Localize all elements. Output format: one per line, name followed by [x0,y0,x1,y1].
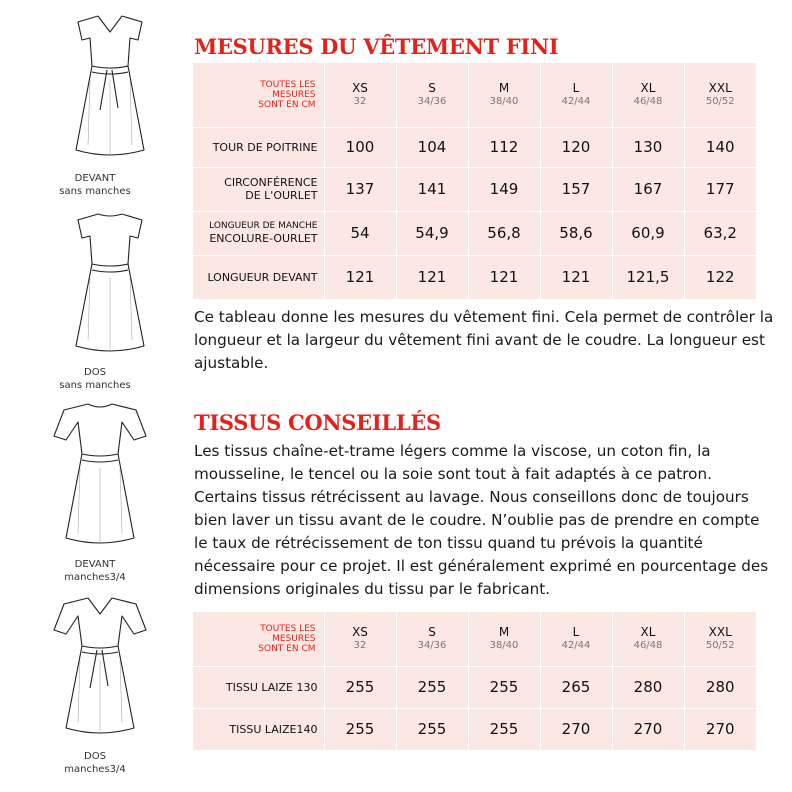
table-cell: 255 [324,666,396,708]
table-cell: 255 [468,708,540,750]
table-row [193,255,756,299]
table-cell: 255 [324,708,396,750]
row-label: TOUR DE POITRINE [193,127,324,167]
dress-back-sleeveless-drawing [60,208,160,358]
dress-front-three-quarter-sleeve-drawing [50,398,150,554]
caption-back-sleeveless: DOS sans manches [59,367,131,391]
table-cell: 280 [612,666,684,708]
table-cell: 270 [540,708,612,750]
table-cell: 104 [396,127,468,167]
table-cell: 157 [540,167,612,211]
size-header: S 34/36 [396,612,468,666]
size-header: M 38/40 [468,612,540,666]
table-cell: 54,9 [396,211,468,255]
size-header: XS 32 [324,63,396,127]
size-header: L 42/44 [540,612,612,666]
size-header: XXL 50/52 [684,612,756,666]
table-cell: 140 [684,127,756,167]
row-label: TISSU LAIZE 130 [193,666,324,708]
table-cell: 167 [612,167,684,211]
caption-front-three-quarter: DEVANT manches3/4 [64,559,126,583]
table-cell: 63,2 [684,211,756,255]
finished-measurements-table [193,63,756,299]
table-row [193,708,756,750]
size-header: XXL 50/52 [684,63,756,127]
table-row [193,211,756,255]
table-cell: 255 [468,666,540,708]
table-row [193,666,756,708]
table-cell: 58,6 [540,211,612,255]
table-cell: 122 [705,268,735,287]
table-cell: 121 [324,255,396,299]
fabrics-description: Les tissus chaîne-et-trame légers comme la viscose, un coton fin, la mousseline, le tencel ou la soie sont tout à fait adaptés à ce patron. Certains tissus rétrécissent au lavage. Nous conseillons donc de toujours bien laver un tissu avant de le coudre. N’oublie pas de prendre en compte le taux de rétrécissement de ton tissu quand tu prévois la quantité nécessaire pour ce projet. Il est généralement exprimé en pourcentage des dimensions originales du tissu par le fabricant. [194,442,769,598]
caption-front-sleeveless: DEVANT sans manches [59,173,131,197]
dress-back-three-quarter-sleeve-drawing [50,592,150,742]
size-header: L 42/44 [540,63,612,127]
table-cell: 255 [396,666,468,708]
size-header: XL 46/48 [612,612,684,666]
table-cell: 121,5 [612,255,684,299]
size-header: M 38/40 [468,63,540,127]
table-cell: 112 [468,127,540,167]
size-header: S 34/36 [396,63,468,127]
table-header-row [193,63,756,127]
measures-heading: MESURES DU VÊTEMENT FINI [194,34,559,59]
table-cell: 60,9 [612,211,684,255]
units-note: TOUTES LES MESURES SONT EN CM [193,612,324,666]
table-row [193,167,756,211]
table-cell: 149 [468,167,540,211]
table-cell: 177 [684,167,756,211]
table-cell: 130 [612,127,684,167]
table-cell: 255 [396,708,468,750]
table-cell: 265 [540,666,612,708]
table-cell: 100 [324,127,396,167]
row-label: CIRCONFÉRENCE DE L'OURLET [193,167,324,211]
units-note: TOUTES LES MESURES SONT EN CM [193,63,324,127]
table-cell: 270 [612,708,684,750]
size-header: XS 32 [324,612,396,666]
table-cell: 137 [324,167,396,211]
table-row [193,127,756,167]
table-cell: 121 [468,255,540,299]
table-cell: 141 [396,167,468,211]
dress-views-sidebar [0,0,190,792]
fabric-quantity-table [193,612,756,750]
size-header: XL 46/48 [612,63,684,127]
table-cell: 120 [540,127,612,167]
row-label: TISSU LAIZE140 [193,708,324,750]
table-cell: 56,8 [468,211,540,255]
table-header-row [193,612,756,666]
fabrics-heading: TISSUS CONSEILLÉS [194,410,441,435]
caption-back-three-quarter: DOS manches3/4 [64,751,126,775]
table-cell: 54 [324,211,396,255]
measures-description: Ce tableau donne les mesures du vêtement fini. Cela permet de contrôler la longueur et la largeur du vêtement fini avant de le coudre. La longueur est ajustable. [194,308,774,372]
table-cell: 280 [684,666,756,708]
table-cell: 270 [705,720,735,739]
table-cell: 121 [540,255,612,299]
dress-front-sleeveless-drawing [60,10,160,168]
table-cell: 121 [396,255,468,299]
row-label: LONGUEUR DE MANCHE ENCOLURE-OURLET [193,211,324,255]
row-label: LONGUEUR DEVANT [193,255,324,299]
